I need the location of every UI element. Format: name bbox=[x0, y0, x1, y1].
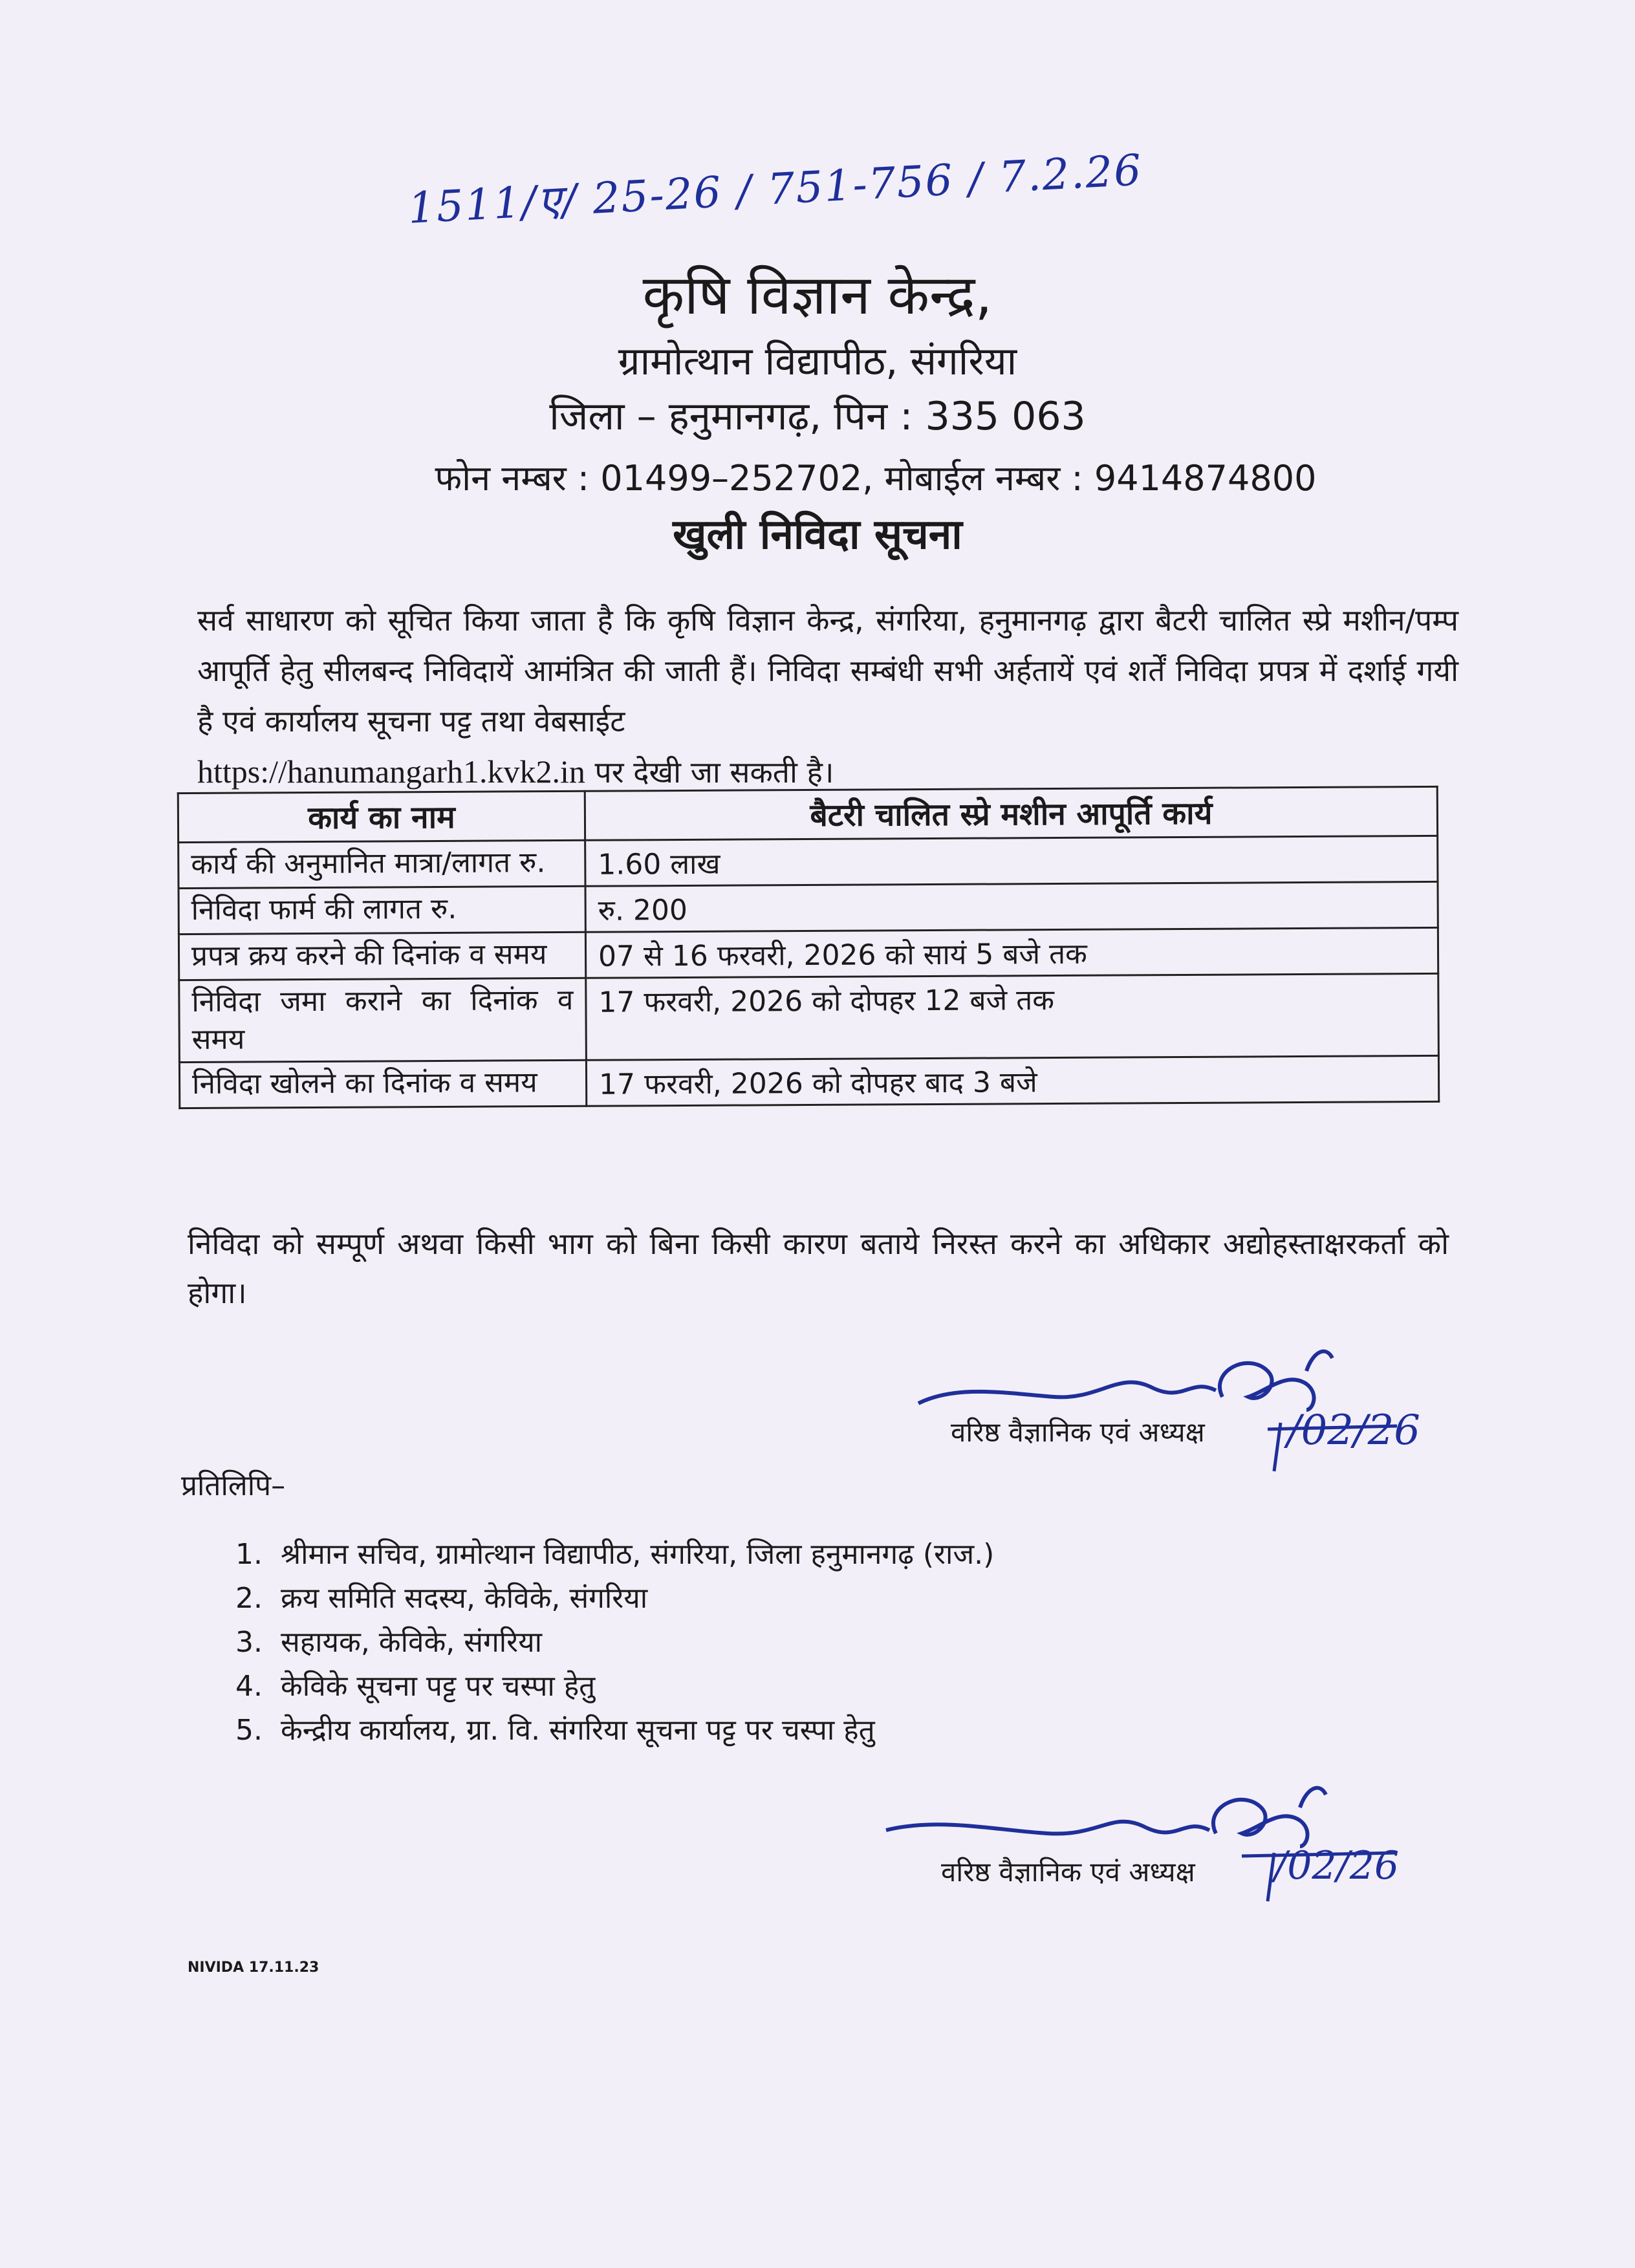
table-cell-label: प्रपत्र क्रय करने की दिनांक व समय bbox=[179, 932, 585, 980]
reference-number-handwritten: 1511/ए/ 25-26 / 751-756 / 7.2.26 bbox=[406, 145, 1144, 233]
table-row bbox=[179, 836, 1438, 888]
table-cell-value: 17 फरवरी, 2026 को दोपहर 12 बजे तक bbox=[586, 973, 1439, 1060]
contact-numbers: फोन नम्बर : 01499–252702, मोबाईल नम्बर : 9414874800 bbox=[435, 458, 1317, 499]
copy-to-label: प्रतिलिपि– bbox=[181, 1469, 286, 1502]
district-pin: जिला – हनुमानगढ़, पिन : 335 063 bbox=[549, 394, 1086, 439]
signature-date-handwritten: /02/26 bbox=[1274, 1843, 1400, 1888]
table-cell-label: निविदा खोलने का दिनांक व समय bbox=[179, 1060, 586, 1108]
organization-name: कृषि विज्ञान केन्द्र, bbox=[642, 263, 993, 327]
table-cell-label: निविदा जमा कराने का दिनांक व समय bbox=[179, 978, 587, 1062]
signatory-designation: वरिष्ठ वैज्ञानिक एवं अध्यक्ष bbox=[941, 1856, 1195, 1888]
table-cell-value: 1.60 लाख bbox=[585, 836, 1438, 886]
list-item: 5. केन्द्रीय कार्यालय, ग्रा. वि. संगरिया सूचना पट्ट पर चस्पा हेतु bbox=[272, 1709, 994, 1753]
table-header-cell: कार्य का नाम bbox=[178, 791, 585, 842]
tender-details-table bbox=[177, 786, 1440, 1109]
table-row bbox=[179, 1055, 1438, 1108]
table-row bbox=[179, 927, 1438, 980]
table-cell-value: 17 फरवरी, 2026 को दोपहर बाद 3 बजे bbox=[586, 1055, 1438, 1106]
list-item: 3. सहायक, केविके, संगरिया bbox=[272, 1621, 994, 1665]
table-cell-value: रु. 200 bbox=[585, 881, 1438, 932]
intro-paragraph bbox=[197, 595, 1458, 797]
table-row bbox=[179, 881, 1438, 934]
copy-to-list bbox=[220, 1533, 994, 1753]
list-item: 4. केविके सूचना पट्ट पर चस्पा हेतु bbox=[272, 1665, 994, 1709]
table-cell-label: कार्य की अनुमानित मात्रा/लागत रु. bbox=[179, 840, 585, 888]
signature-date-handwritten: /02/26 bbox=[1287, 1407, 1420, 1454]
table-row bbox=[179, 973, 1439, 1062]
intro-suffix: पर देखी जा सकती है। bbox=[585, 755, 834, 790]
list-item: 1. श्रीमान सचिव, ग्रामोत्थान विद्यापीठ, संगरिया, जिला हनुमानगढ़ (राज.) bbox=[272, 1533, 994, 1577]
table-cell-label: निविदा फार्म की लागत रु. bbox=[179, 886, 585, 934]
notice-title: खुली निविदा सूचना bbox=[673, 511, 962, 559]
form-code: NIVIDA 17.11.23 bbox=[188, 1960, 319, 1976]
website-link[interactable]: https://hanumangarh1.kvk2.in bbox=[197, 753, 585, 790]
list-item: 2. क्रय समिति सदस्य, केविके, संगरिया bbox=[272, 1577, 994, 1621]
table-header-cell: बैटरी चालित स्प्रे मशीन आपूर्ति कार्य bbox=[585, 786, 1437, 840]
rights-reserved-text: निविदा को सम्पूर्ण अथवा किसी भाग को बिना किसी कारण बताये निरस्त करने का अधिकार अद्योहस्ताक्षरकर्ता को होगा। bbox=[188, 1226, 1449, 1310]
signatory-designation: वरिष्ठ वैज्ञानिक एवं अध्यक्ष bbox=[951, 1416, 1205, 1448]
intro-text: सर्व साधारण को सूचित किया जाता है कि कृषि विज्ञान केन्द्र, संगरिया, हनुमानगढ़ द्वारा बैटरी चालित स्प्रे मशीन/पम्प आपूर्ति हेतु सीलबन्द निविदायें आमंत्रित की जाती हैं। निविदा सम्बंधी सभी अर्हतायें एवं शर्तें निविदा प्रपत्र में दर्शाई गयी है एवं कार्यालय सूचना पट्ट तथा वेबसाईट bbox=[197, 603, 1458, 739]
table-cell-value: 07 से 16 फरवरी, 2026 को सायं 5 बजे तक bbox=[585, 927, 1438, 978]
table-header-row bbox=[178, 786, 1437, 842]
institution-name: ग्रामोत्थान विद्यापीठ, संगरिया bbox=[618, 339, 1017, 384]
